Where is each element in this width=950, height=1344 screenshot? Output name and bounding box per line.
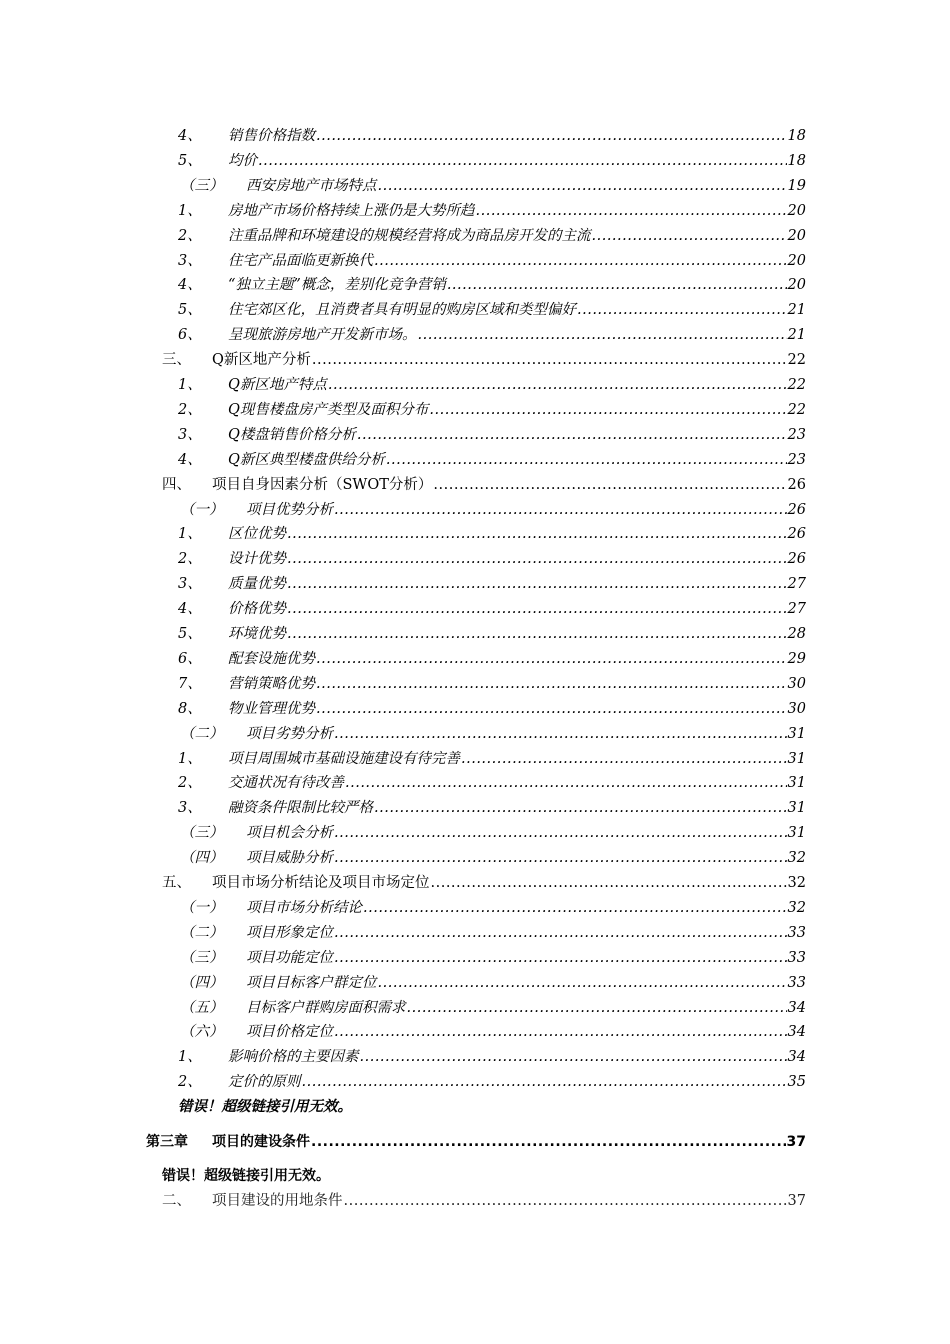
toc-entry-number: 7、: [178, 675, 202, 692]
toc-leader-dots: [316, 649, 787, 669]
toc-entry-number: 1、: [178, 526, 202, 543]
toc-entry-number: 4、: [178, 451, 202, 468]
toc-chapter-title: 项目的建设条件: [212, 1134, 310, 1150]
toc-entry-number: 2、: [178, 551, 202, 568]
toc-entry[interactable]: [180, 823, 806, 843]
toc-entry[interactable]: [178, 599, 806, 619]
toc-leader-dots: [433, 475, 786, 495]
toc-entry-number: 二、: [162, 1193, 191, 1209]
toc-entry-number: 1、: [178, 377, 202, 393]
toc-leader-dots: [258, 151, 787, 171]
toc-entry[interactable]: [162, 873, 806, 893]
toc-entry-number: 3、: [178, 252, 202, 269]
toc-entry-title: “独立主题”概念，差别化竞争营销: [228, 277, 446, 294]
toc-entry-title: 项目建设的用地条件: [212, 1193, 343, 1209]
hyperlink-error-2: 错误！超级链接引用无效。: [162, 1168, 330, 1184]
toc-entry-title: 销售价格指数: [228, 128, 315, 144]
toc-page-number: 23: [787, 451, 806, 468]
toc-entry[interactable]: [180, 500, 806, 520]
toc-entry-title: 均价: [228, 152, 257, 169]
toc-entry-number: （六）: [180, 1024, 224, 1041]
toc-entry-number: （三）: [180, 825, 224, 842]
toc-entry-number: 1、: [178, 1049, 202, 1066]
toc-page-number: 26: [787, 526, 806, 543]
toc-page-number: 28: [787, 626, 806, 642]
toc-entry[interactable]: [162, 475, 806, 495]
toc-leader-dots: [334, 923, 787, 943]
toc-entry[interactable]: [180, 176, 806, 196]
toc-chapter-number: 第三章: [146, 1134, 188, 1150]
toc-leader-dots: [592, 226, 787, 246]
toc-page-number: 35: [787, 1074, 806, 1091]
toc-entry-title: 项目自身因素分析（SWOT分析）: [212, 476, 433, 493]
toc-entry-title: 设计优势: [228, 551, 286, 568]
toc-page-number: 31: [787, 725, 806, 742]
toc-leader-dots: [476, 201, 787, 221]
toc-leader-dots: [378, 176, 787, 196]
toc-leader-dots: [328, 375, 787, 395]
toc-leader-dots: [287, 549, 787, 569]
toc-entry-number: （三）: [180, 177, 224, 194]
toc-leader-dots: [287, 524, 787, 544]
toc-entry-title: 影响价格的主要因素: [228, 1049, 359, 1066]
toc-entry-title: 项目形象定位: [246, 924, 333, 941]
toc-page-number: 34: [787, 1024, 806, 1041]
toc-page-number: 32: [787, 899, 806, 916]
toc-entry-title: 西安房地产市场特点: [246, 177, 377, 194]
toc-leader-dots: [447, 275, 787, 295]
toc-entry-title: 配套设施优势: [228, 650, 315, 667]
toc-entry-title: 项目优势分析: [246, 501, 333, 518]
toc-entry-number: 2、: [178, 775, 202, 792]
hyperlink-error-1: 错误！超级链接引用无效。: [178, 1098, 352, 1115]
toc-page-number: 20: [787, 227, 806, 244]
toc-leader-dots: [316, 699, 787, 719]
toc-leader-dots: [334, 848, 787, 868]
toc-leader-dots: [334, 948, 787, 968]
toc-leader-dots: [345, 773, 787, 793]
toc-leader-dots: [334, 1022, 787, 1042]
toc-leader-dots: [374, 251, 787, 271]
toc-entry[interactable]: [178, 400, 806, 420]
toc-entry-number: 4、: [178, 128, 202, 144]
toc-entry-title: 区位优势: [228, 526, 286, 543]
toc-entry-number: 四、: [162, 476, 191, 493]
toc-entry[interactable]: [178, 275, 806, 295]
toc-entry[interactable]: [178, 624, 806, 644]
toc-entry[interactable]: [180, 923, 806, 943]
toc-entry-number: 三、: [162, 352, 191, 369]
toc-entry[interactable]: [180, 998, 806, 1018]
toc-entry-title: 房地产市场价格持续上涨仍是大势所趋: [228, 202, 475, 219]
toc-entry-title: Q新区典型楼盘供给分析: [228, 451, 385, 468]
toc-leader-dots: [287, 624, 787, 644]
toc-entry-number: （四）: [180, 850, 224, 867]
toc-entry-number: 5、: [178, 302, 202, 319]
toc-page-number: 34: [787, 999, 806, 1016]
toc-entry[interactable]: [178, 151, 806, 171]
toc-page-number: 33: [787, 924, 806, 941]
toc-entry-number: （四）: [180, 974, 224, 991]
toc-entry-number: 2、: [178, 227, 202, 244]
toc-entry[interactable]: [178, 1072, 806, 1092]
toc-entry-number: （三）: [180, 949, 224, 966]
toc-leader-dots: [334, 724, 787, 744]
toc-entry-number: 5、: [178, 152, 202, 169]
toc-entry[interactable]: [180, 898, 806, 918]
toc-leader-dots: [334, 823, 787, 843]
toc-entry-last[interactable]: [162, 1191, 806, 1211]
toc-entry[interactable]: [180, 973, 806, 993]
toc-entry[interactable]: [180, 1022, 806, 1042]
toc-entry[interactable]: [178, 574, 806, 594]
toc-page-number: 37: [786, 1134, 806, 1150]
toc-page-number: 19: [787, 177, 806, 194]
toc-page-number: 31: [787, 750, 806, 767]
toc-chapter-3[interactable]: [146, 1132, 806, 1152]
toc-entry[interactable]: [178, 425, 806, 445]
toc-leader-dots: [378, 973, 787, 993]
toc-leader-dots: [577, 300, 787, 320]
toc-page-number: 18: [787, 152, 806, 169]
toc-entry[interactable]: [178, 450, 806, 470]
toc-leader-dots: [418, 325, 787, 345]
toc-leader-dots: [407, 998, 787, 1018]
toc-entry-title: Q楼盘销售价格分析: [228, 426, 356, 443]
toc-leader-dots: [316, 674, 787, 694]
toc-page-number: 31: [787, 825, 806, 842]
toc-entry[interactable]: [178, 126, 806, 146]
toc-page-number: 37: [787, 1193, 806, 1209]
toc-page-number: 26: [787, 501, 806, 518]
toc-entry[interactable]: [178, 773, 806, 793]
toc-entry-title: 质量优势: [228, 576, 286, 593]
toc-page-number: 21: [787, 302, 806, 319]
toc-leader-dots: [360, 1047, 787, 1067]
toc-entry[interactable]: [178, 549, 806, 569]
toc-entry-number: （五）: [180, 999, 224, 1016]
toc-entry-number: 2、: [178, 401, 202, 418]
toc-page-number: 21: [787, 327, 806, 344]
toc-page-number: 22: [787, 377, 806, 393]
toc-page-number: 26: [787, 476, 806, 493]
toc-page-number: 29: [787, 650, 806, 667]
toc-page-number: 30: [787, 675, 806, 692]
toc-entry-number: 2、: [178, 1074, 202, 1091]
toc-page-number: 20: [787, 252, 806, 269]
toc-entry[interactable]: [178, 201, 806, 221]
toc-entry-number: 6、: [178, 650, 202, 667]
toc-page-number: 32: [787, 875, 806, 891]
toc-page-number: 22: [787, 401, 806, 418]
toc-entry[interactable]: [178, 749, 806, 769]
toc-entry-title: 项目机会分析: [246, 825, 333, 842]
toc-entry-title: 住宅郊区化，且消费者具有明显的购房区域和类型偏好: [228, 302, 576, 319]
toc-leader-dots: [287, 599, 787, 619]
toc-entry-title: 项目劣势分析: [246, 725, 333, 742]
toc-entry-number: （二）: [180, 725, 224, 742]
toc-leader-dots: [311, 1132, 786, 1152]
toc-entry-number: 4、: [178, 601, 202, 618]
toc-entry-title: 物业管理优势: [228, 700, 315, 717]
toc-entry[interactable]: [162, 350, 806, 370]
toc-page-number: 34: [787, 1049, 806, 1066]
toc-entry[interactable]: [180, 948, 806, 968]
toc-entry-title: 营销策略优势: [228, 675, 315, 692]
toc-entry-title: Q现售楼盘房产类型及面积分布: [228, 401, 429, 418]
toc-entry-title: Q新区地产特点: [228, 377, 327, 393]
toc-leader-dots: [429, 400, 786, 420]
toc-page-number: 27: [787, 576, 806, 593]
toc-entry[interactable]: [178, 251, 806, 271]
toc-page-number: 22: [787, 352, 806, 369]
toc-page-number: 18: [787, 128, 806, 144]
toc-entry-number: （一）: [180, 899, 224, 916]
toc-leader-dots: [287, 574, 787, 594]
toc-entry[interactable]: [178, 300, 806, 320]
toc-entry[interactable]: [178, 1047, 806, 1067]
toc-entry-title: 定价的原则: [228, 1074, 301, 1091]
toc-page-number: 23: [787, 426, 806, 443]
toc-entry-title: 价格优势: [228, 601, 286, 618]
toc-entry-number: 五、: [162, 875, 191, 891]
toc-page-number: 20: [787, 202, 806, 219]
toc-entry-title: 项目目标客户群定位: [246, 974, 377, 991]
toc-entry[interactable]: [178, 674, 806, 694]
toc-entry[interactable]: [178, 524, 806, 544]
toc-leader-dots: [461, 749, 787, 769]
toc-page-number: 30: [787, 700, 806, 717]
toc-entry-title: 项目周围城市基础设施建设有待完善: [228, 750, 460, 767]
toc-entry-title: 融资条件限制比较严格: [228, 800, 373, 817]
toc-entry[interactable]: [178, 375, 806, 395]
toc-leader-dots: [312, 350, 787, 370]
toc-entry[interactable]: [178, 699, 806, 719]
toc-entry-title: 项目价格定位: [246, 1024, 333, 1041]
toc-entry-number: （二）: [180, 924, 224, 941]
toc-entry-number: 3、: [178, 426, 202, 443]
toc-page-number: 31: [787, 800, 806, 817]
toc-entry-number: 3、: [178, 800, 202, 817]
toc-entry-number: 8、: [178, 700, 202, 717]
toc-page-number: 33: [787, 949, 806, 966]
toc-entry-number: 6、: [178, 327, 202, 344]
toc-leader-dots: [431, 873, 787, 893]
toc-entry-title: 注重品牌和环境建设的规模经营将成为商品房开发的主流: [228, 227, 591, 244]
toc-leader-dots: [386, 450, 787, 470]
toc-entry-title: 项目市场分析结论及项目市场定位: [212, 875, 430, 891]
toc-entry[interactable]: [178, 649, 806, 669]
toc-entry-number: 4、: [178, 277, 202, 294]
toc-page-number: 20: [787, 277, 806, 294]
toc-entry-number: （一）: [180, 501, 224, 518]
toc-leader-dots: [334, 500, 787, 520]
toc-leader-dots: [316, 126, 787, 146]
toc-entry[interactable]: [180, 848, 806, 868]
toc-entry[interactable]: [178, 325, 806, 345]
toc-leader-dots: [344, 1191, 787, 1211]
toc-page-number: 26: [787, 551, 806, 568]
toc-entry[interactable]: [178, 798, 806, 818]
toc-entry-title: Q新区地产分析: [212, 352, 311, 369]
toc-entry-number: 1、: [178, 202, 202, 219]
toc-page-number: 27: [787, 601, 806, 618]
toc-entry-title: 项目市场分析结论: [246, 899, 362, 916]
toc-entry-title: 项目威胁分析: [246, 850, 333, 867]
toc-entry-title: 交通状况有待改善: [228, 775, 344, 792]
toc-entry-title: 项目功能定位: [246, 949, 333, 966]
toc-leader-dots: [363, 898, 787, 918]
toc-entry-title: 目标客户群购房面积需求: [246, 999, 406, 1016]
toc-page-number: 32: [787, 850, 806, 867]
toc-page-number: 33: [787, 974, 806, 991]
toc-leader-dots: [302, 1072, 787, 1092]
toc-entry-number: 1、: [178, 750, 202, 767]
toc-page-number: 31: [787, 775, 806, 792]
toc-entry-number: 5、: [178, 626, 202, 642]
toc-entry-title: 环境优势: [228, 626, 286, 642]
toc-entry-number: 3、: [178, 576, 202, 593]
toc-leader-dots: [374, 798, 787, 818]
toc-entry-title: 呈现旅游房地产开发新市场。: [228, 327, 417, 344]
toc-entry-title: 住宅产品面临更新换代: [228, 252, 373, 269]
toc-entry[interactable]: [180, 724, 806, 744]
toc-leader-dots: [357, 425, 787, 445]
toc-entry[interactable]: [178, 226, 806, 246]
